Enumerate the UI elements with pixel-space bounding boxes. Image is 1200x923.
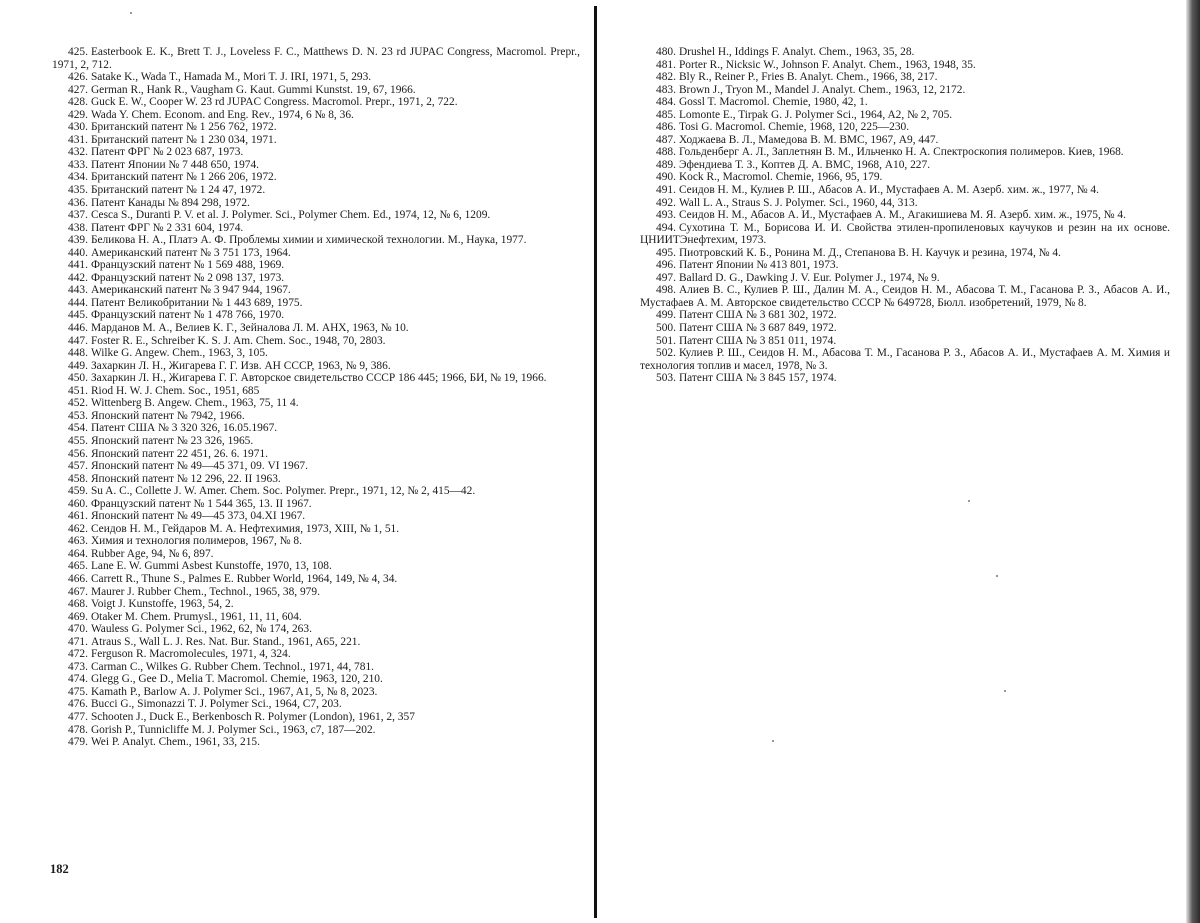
reference-number: 488. [656,146,676,159]
reference-number: 427. [68,83,88,96]
reference-entry [640,184,1170,197]
reference-entry [52,397,580,410]
reference-text: Kock R., Macromol. Chemie, 1966, 95, 179. [678,171,883,184]
reference-number: 428. [68,96,88,109]
reference-text: Эфендиева Т. З., Коптев Д. А. ВМС, 1968, А10, 227. [678,158,931,171]
reference-entry [52,121,580,134]
reference-text: Патент США № 3 687 849, 1972. [678,322,837,335]
reference-entry [52,736,580,749]
reference-entry [52,422,580,435]
reference-number: 441. [68,259,88,272]
reference-entry [52,673,580,686]
reference-text: Патент США № 3 845 157, 1974. [678,372,837,385]
reference-entry [640,146,1170,159]
reference-number: 449. [68,359,88,372]
reference-text: Wei P. Analyt. Chem., 1961, 33, 215. [90,736,260,749]
reference-text: Glegg G., Gee D., Melia T. Macromol. Chemie, 1963, 120, 210. [90,673,383,686]
reference-text: Химия и технология полимеров, 1967, № 8. [90,535,302,548]
scan-speck [772,740,774,742]
reference-entry [640,335,1170,348]
reference-entry [640,84,1170,97]
reference-entry [640,134,1170,147]
reference-number: 434. [68,171,88,184]
reference-text: Британский патент № 1 24 47, 1972. [90,184,266,197]
reference-entry [52,259,580,272]
left-page [0,0,596,923]
reference-number: 468. [68,598,88,611]
reference-number: 459. [68,485,88,498]
reference-entry [52,322,580,335]
reference-number: 452. [68,397,88,410]
reference-text: Ballard D. G., Dawking J. V. Eur. Polymer J., 1974, № 9. [678,271,940,284]
reference-entry [640,272,1170,285]
reference-text: Японский патент № 49—45 373, 04.XI 1967. [90,510,306,523]
reference-text: Британский патент № 1 230 034, 1971. [90,133,277,146]
reference-entry [52,611,580,624]
reference-text: Французский патент № 2 098 137, 1973. [90,271,285,284]
reference-entry [52,84,580,97]
reference-entry [52,284,580,297]
reference-entry [52,648,580,661]
reference-number: 476. [68,698,88,711]
reference-entry [52,234,580,247]
reference-text: Патент Японии № 7 448 650, 1974. [90,158,260,171]
reference-entry [640,46,1170,59]
reference-entry [640,121,1170,134]
reference-number: 426. [68,71,88,84]
reference-number: 444. [68,296,88,309]
reference-text: Gorish P., Tunnicliffe M. J. Polymer Sci., 1963, c7, 187—202. [90,723,376,736]
reference-text: Drushel H., Iddings F. Analyt. Chem., 1963, 35, 28. [678,46,915,58]
reference-text: Maurer J. Rubber Chem., Technol., 1965, 38, 979. [90,585,320,598]
reference-number: 491. [656,184,676,197]
reference-number: 466. [68,572,88,585]
reference-entry [640,322,1170,335]
reference-number: 448. [68,347,88,360]
binding-shadow [1186,0,1200,923]
reference-text: Ferguson R. Macromolecules, 1971, 4, 324. [90,648,291,661]
reference-text: Марданов М. А., Велиев К. Г., Зейналова Л. М. АНХ, 1963, № 10. [90,322,409,335]
reference-text: Французский патент № 1 569 488, 1969. [90,259,285,272]
reference-entry [640,59,1170,72]
reference-number: 455. [68,434,88,447]
reference-entry [52,548,580,561]
reference-entry [52,197,580,210]
reference-text: Патент США № 3 681 302, 1972. [678,309,837,322]
reference-text: Guck E. W., Cooper W. 23 rd JUPAC Congress. Macromol. Prepr., 1971, 2, 722. [90,96,458,109]
reference-number: 483. [656,83,676,96]
reference-number: 485. [656,108,676,121]
reference-text: Патент ФРГ № 2 023 687, 1973. [90,146,244,159]
reference-text: Британский патент № 1 266 206, 1972. [90,171,277,184]
reference-number: 489. [656,158,676,171]
reference-number: 431. [68,133,88,146]
reference-entry [52,71,580,84]
reference-number: 481. [656,58,676,71]
reference-number: 433. [68,158,88,171]
reference-number: 456. [68,447,88,460]
reference-number: 482. [656,71,676,84]
reference-number: 451. [68,384,88,397]
reference-entry [52,698,580,711]
reference-entry [52,171,580,184]
reference-number: 477. [68,710,88,723]
reference-text: Захаркин Л. Н., Жигарева Г. Г. Изв. АН СССР, 1963, № 9, 386. [90,359,391,372]
scan-speck [130,12,132,14]
reference-entry [52,448,580,461]
reference-entry [52,360,580,373]
reference-entry [52,410,580,423]
reference-text: Кулиев Р. Ш., Сеидов Н. М., Абасова Т. М., Гасанова Р. З., Абасов А. И., Мустафаев А. М. Химия и технология топлив и масел, 1978, № 3. [640,347,1170,372]
reference-number: 494. [656,221,676,234]
reference-text: Японский патент 22 451, 26. 6. 1971. [90,447,268,460]
reference-number: 492. [656,196,676,209]
reference-number: 497. [656,271,676,284]
reference-entry [52,586,580,599]
reference-text: Французский патент № 1 478 766, 1970. [90,309,285,322]
reference-number: 465. [68,560,88,573]
reference-entry [52,209,580,222]
reference-number: 450. [68,372,88,385]
reference-number: 437. [68,209,88,222]
reference-entry [52,222,580,235]
reference-number: 429. [68,108,88,121]
reference-number: 480. [656,46,676,58]
page-number: 182 [50,862,69,876]
reference-text: Японский патент № 7942, 1966. [90,409,245,422]
reference-number: 475. [68,685,88,698]
reference-text: Wall L. A., Straus S. J. Polymer. Sci., 1960, 44, 313. [678,196,918,209]
reference-number: 438. [68,221,88,234]
reference-entry [640,222,1170,247]
reference-text: Сеидов Н. М., Кулиев Р. Ш., Абасов А. И., Мустафаев А. М. Азерб. хим. ж., 1977, № 4. [678,184,1099,197]
scan-speck [996,575,998,577]
reference-entry [52,335,580,348]
reference-entry [640,171,1170,184]
reference-text: Wittenberg B. Angew. Chem., 1963, 75, 11 4. [90,397,299,410]
reference-text: Cesca S., Duranti P. V. et al. J. Polymer. Sci., Polymer Chem. Ed., 1974, 12, № 6, 1209. [90,209,491,222]
reference-entry [640,284,1170,309]
scan-speck [968,500,970,502]
reference-text: Патент ФРГ № 2 331 604, 1974. [90,221,244,234]
reference-number: 463. [68,535,88,548]
page-gutter-line [594,6,597,918]
reference-text: Satake K., Wada T., Hamada M., Mori T. J. IRI, 1971, 5, 293. [90,71,372,84]
reference-number: 435. [68,184,88,197]
reference-text: Voigt J. Kunstoffe, 1963, 54, 2. [90,598,234,611]
reference-text: Гольденберг А. Л., Заплетнян В. М., Ильченко Н. А. Спектроскопия полимеров. Киев, 1968. [678,146,1124,159]
reference-text: Wada Y. Chem. Econom. and Eng. Rev., 1974, 6 № 8, 36. [90,108,354,121]
reference-number: 440. [68,246,88,259]
reference-text: Schooten J., Duck E., Berkenbosch R. Polymer (London), 1961, 2, 357 [90,710,415,723]
reference-number: 446. [68,322,88,335]
reference-entry [52,535,580,548]
reference-text: Rubber Age, 94, № 6, 897. [90,547,214,560]
reference-text: Bly R., Reiner P., Fries B. Analyt. Chem., 1966, 38, 217. [678,71,938,84]
reference-entry [640,247,1170,260]
reference-number: 479. [68,736,88,749]
reference-entry [52,146,580,159]
reference-number: 469. [68,610,88,623]
reference-text: Сеидов Н. М., Абасов А. И., Мустафаев А. М., Агакишиева М. Я. Азерб. хим. ж., 1975, № 4. [678,209,1126,222]
reference-text: Gossl T. Macromol. Chemie, 1980, 42, 1. [678,96,868,109]
reference-text: Carrett R., Thune S., Palmes E. Rubber World, 1964, 149, № 4, 34. [90,572,398,585]
reference-number: 498. [656,284,676,297]
right-page [610,0,1200,923]
reference-text: Сеидов Н. М., Гейдаров М. А. Нефтехимия, 1973, XIII, № 1, 51. [90,522,400,535]
reference-number: 470. [68,623,88,636]
left-reference-list [52,46,580,749]
reference-text: Foster R. E., Schreiber K. S. J. Am. Chem. Soc., 1948, 70, 2803. [90,334,386,347]
reference-entry [52,473,580,486]
reference-entry [52,623,580,636]
reference-entry [640,372,1170,385]
reference-number: 453. [68,409,88,422]
reference-entry [52,686,580,699]
reference-text: Патент США № 3 851 011, 1974. [678,334,837,347]
reference-text: Алиев В. С., Кулиев Р. Ш., Далин М. А., Сеидов Н. М., Абасова Т. М., Гасанова Р. З., Абасов А. И., Мустафаев А. М. Авторское свидетельство СССР № 649728, Бюлл. изобретений, 1979, № 8. [640,284,1170,309]
reference-number: 439. [68,234,88,247]
reference-text: Otaker M. Chem. Prumysl., 1961, 11, 11, 604. [90,610,302,623]
reference-text: Kamath P., Barlow A. J. Polymer Sci., 1967, A1, 5, № 8, 2023. [90,685,378,698]
reference-number: 447. [68,334,88,347]
reference-number: 487. [656,133,676,146]
reference-entry [52,347,580,360]
reference-entry [640,259,1170,272]
reference-number: 442. [68,271,88,284]
reference-entry [640,159,1170,172]
reference-entry [52,523,580,536]
reference-text: Японский патент № 12 296, 22. II 1963. [90,472,281,485]
reference-entry [52,560,580,573]
reference-number: 502. [656,347,676,360]
reference-text: Британский патент № 1 256 762, 1972. [90,121,277,134]
reference-text: Bucci G., Simonazzi T. J. Polymer Sci., 1964, C7, 203. [90,698,342,711]
reference-number: 457. [68,460,88,473]
reference-entry [52,272,580,285]
reference-number: 495. [656,246,676,259]
reference-number: 467. [68,585,88,598]
reference-text: Wauless G. Polymer Sci., 1962, 62, № 174, 263. [90,623,312,636]
reference-number: 493. [656,209,676,222]
reference-number: 436. [68,196,88,209]
reference-text: Пиотровский К. Б., Ронина М. Д., Степанова В. Н. Каучук и резина, 1974, № 4. [678,246,1061,259]
reference-entry [52,598,580,611]
reference-text: Riod H. W. J. Chem. Soc., 1951, 685 [90,384,260,397]
reference-entry [52,159,580,172]
reference-number: 474. [68,673,88,686]
reference-entry [640,109,1170,122]
reference-entry [52,573,580,586]
reference-entry [640,209,1170,222]
reference-text: Brown J., Tryon M., Mandel J. Analyt. Chem., 1963, 12, 2172. [678,83,966,96]
reference-entry [52,109,580,122]
reference-text: Lomonte E., Tirpak G. J. Polymer Sci., 1964, A2, № 2, 705. [678,108,953,121]
reference-entry [52,711,580,724]
reference-number: 430. [68,121,88,134]
reference-number: 464. [68,547,88,560]
reference-text: Захаркин Л. Н., Жигарева Г. Г. Авторское свидетельство СССР 186 445; 1966, БИ, № 19, 1966. [90,372,547,385]
reference-number: 471. [68,635,88,648]
reference-text: Беликова Н. А., Платэ А. Ф. Проблемы химии и химической технологии. М., Наука, 1977. [90,234,527,247]
reference-text: Easterbook E. K., Brett T. J., Loveless F. C., Matthews D. N. 23 rd JUPAC Congress, Macromol. Prepr., 1971, 2, 712. [52,46,580,71]
reference-text: Американский патент № 3 947 944, 1967. [90,284,291,297]
reference-entry [640,71,1170,84]
reference-entry [52,460,580,473]
reference-entry [52,661,580,674]
reference-entry [640,96,1170,109]
reference-text: Патент Японии № 413 801, 1973. [678,259,839,272]
reference-number: 501. [656,334,676,347]
reference-entry [52,184,580,197]
reference-entry [52,435,580,448]
reference-entry [52,372,580,385]
reference-text: Японский патент № 49—45 371, 09. VI 1967. [90,460,308,473]
reference-text: Lane E. W. Gummi Asbest Kunstoffe, 1970, 13, 108. [90,560,332,573]
reference-number: 472. [68,648,88,661]
reference-number: 454. [68,422,88,435]
reference-text: Carman C., Wilkes G. Rubber Chem. Technol., 1971, 44, 781. [90,660,374,673]
reference-text: Французский патент № 1 544 365, 13. II 1967. [90,497,312,510]
reference-number: 461. [68,510,88,523]
reference-entry [52,385,580,398]
reference-number: 445. [68,309,88,322]
reference-entry [640,197,1170,210]
reference-number: 443. [68,284,88,297]
reference-entry [640,347,1170,372]
reference-number: 500. [656,322,676,335]
reference-text: Tosi G. Macromol. Chemie, 1968, 120, 225—230. [678,121,910,134]
reference-text: Atraus S., Wall L. J. Res. Nat. Bur. Stand., 1961, A65, 221. [90,635,361,648]
reference-number: 473. [68,660,88,673]
reference-number: 425. [68,46,88,58]
reference-entry [640,309,1170,322]
reference-text: Su A. C., Collette J. W. Amer. Chem. Soc. Polymer. Prepr., 1971, 12, № 2, 415—42. [90,485,476,498]
reference-entry [52,636,580,649]
reference-text: German R., Hank R., Vaugham G. Kaut. Gummi Kunstst. 19, 67, 1966. [90,83,416,96]
reference-entry [52,498,580,511]
reference-entry [52,96,580,109]
scan-speck [1004,690,1006,692]
reference-text: Ходжаева В. Л., Мамедова В. М. ВМС, 1967, А9, 447. [678,133,939,146]
reference-number: 458. [68,472,88,485]
reference-entry [52,297,580,310]
reference-number: 462. [68,522,88,535]
reference-number: 484. [656,96,676,109]
reference-number: 499. [656,309,676,322]
reference-number: 432. [68,146,88,159]
reference-entry [52,510,580,523]
reference-text: Японский патент № 23 326, 1965. [90,434,254,447]
reference-entry [52,134,580,147]
reference-text: Porter R., Nicksic W., Johnson F. Analyt. Chem., 1963, 1948, 35. [678,58,976,71]
reference-text: Патент США № 3 320 326, 16.05.1967. [90,422,278,435]
reference-entry [52,309,580,322]
reference-number: 460. [68,497,88,510]
reference-number: 503. [656,372,676,385]
reference-text: Патент Великобритании № 1 443 689, 1975. [90,296,303,309]
reference-text: Американский патент № 3 751 173, 1964. [90,246,291,259]
reference-text: Патент Канады № 894 298, 1972. [90,196,250,209]
reference-text: Wilke G. Angew. Chem., 1963, 3, 105. [90,347,268,360]
reference-entry [52,724,580,737]
right-reference-list [640,46,1170,385]
reference-entry [52,485,580,498]
reference-text: Сухотина Т. М., Борисова И. И. Свойства этилен-пропиленовых каучуков и резин на их основе. ЦНИИТЭнефтехим, 1973. [640,221,1170,247]
reference-number: 478. [68,723,88,736]
reference-entry [52,247,580,260]
reference-number: 496. [656,259,676,272]
reference-number: 490. [656,171,676,184]
reference-number: 486. [656,121,676,134]
reference-entry [52,46,580,71]
